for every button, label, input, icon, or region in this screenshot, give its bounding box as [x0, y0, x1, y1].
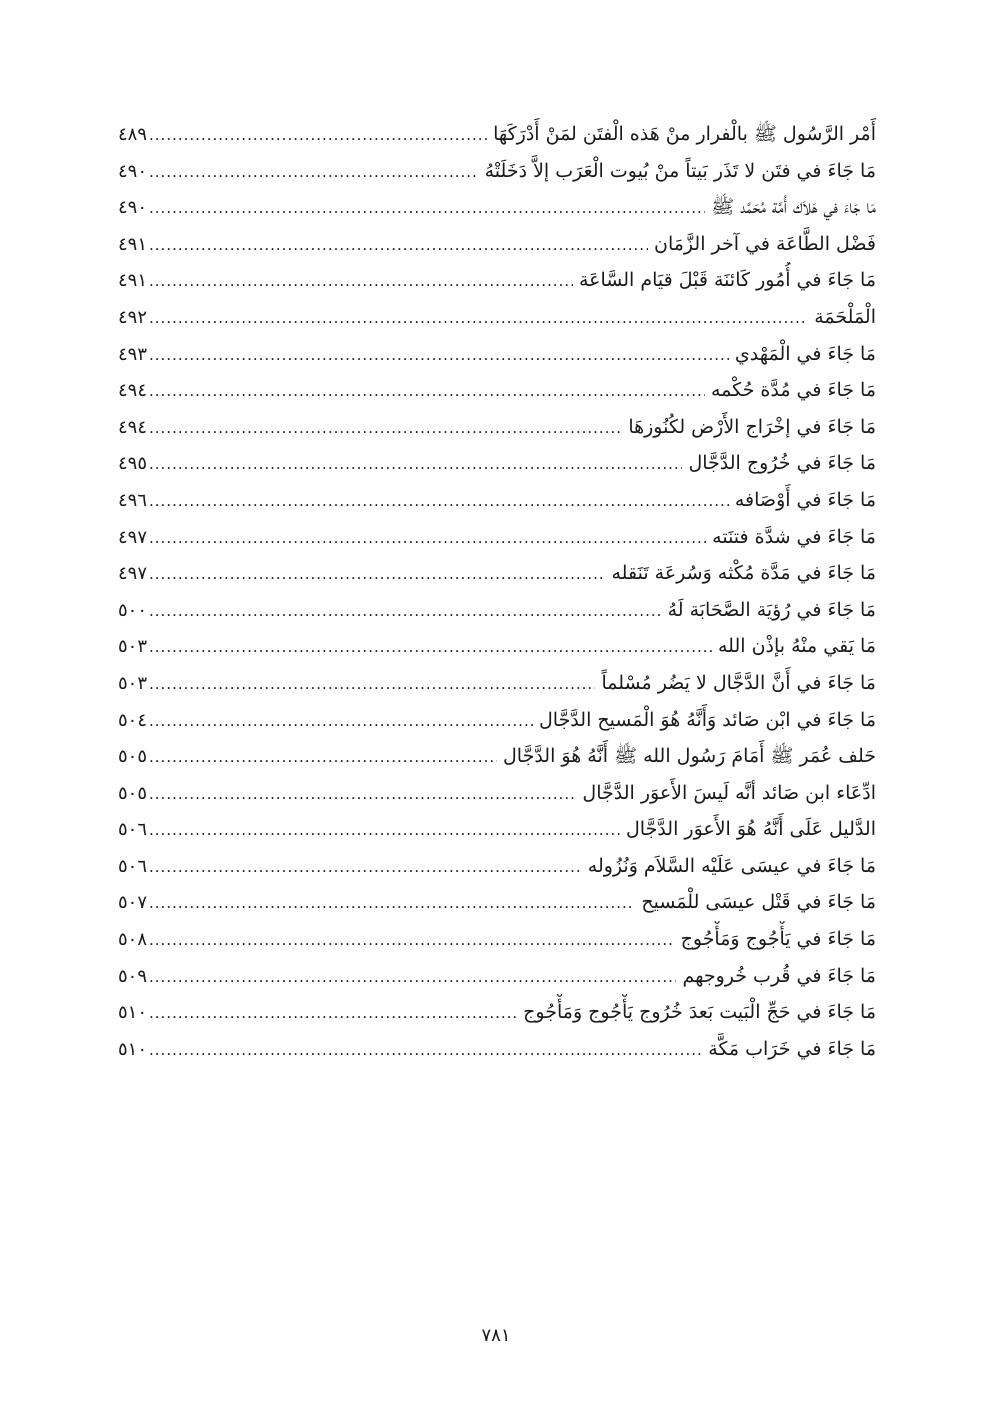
toc-entry [118, 738, 876, 775]
page-number: ٧٨١ [481, 1325, 511, 1346]
toc-entry [118, 189, 876, 226]
toc-entry-page: ٥٠٩ [118, 965, 148, 987]
dot-leader [149, 995, 517, 1031]
toc-entry [118, 848, 876, 885]
toc-entry-title: الْمَلْحَمَة [814, 305, 876, 328]
toc-entry-page: ٤٩٠ [118, 197, 148, 219]
toc-entry-page: ٥٠٧ [118, 892, 148, 914]
toc-entry-page: ٥١٠ [118, 1038, 148, 1060]
toc-entry-page: ٤٩٠ [118, 160, 148, 182]
dot-leader [149, 556, 605, 592]
toc-entry-title: مَا يَقي منْهُ بإذْن الله [718, 635, 876, 658]
dot-leader [149, 410, 622, 446]
toc-entry [118, 299, 876, 336]
toc-entry-title: فَضْل الطَّاعَة في آخر الزَّمَان [654, 232, 876, 255]
dot-leader [149, 154, 479, 190]
toc-entry [118, 628, 876, 665]
toc-entry [118, 262, 876, 299]
toc-entry-page: ٤٩٧ [118, 563, 148, 585]
toc-entry-page: ٤٩٣ [118, 343, 148, 365]
toc-entry-page: ٥١٠ [118, 1002, 148, 1024]
dot-leader [149, 776, 576, 812]
toc-entry-title: مَا جَاءَ في هَلاَك أُمَّة مُحَمَّد ﷺ [711, 196, 876, 219]
toc-entry-title: أَمْر الرَّسُول ﷺ بالْفرار منْ هَذه الْفتَن لمَنْ أَدْرَكَهَا [493, 123, 876, 145]
toc-entry-title: مَا جَاءَ في رُؤيَة الصَّحَابَة لَهُ [667, 598, 876, 621]
dot-leader [149, 1032, 702, 1068]
toc-entry-title: مَا جَاءَ في مُدَّة حُكْمه [710, 379, 876, 402]
dot-leader [149, 593, 662, 629]
toc-entry-title: مَا جَاءَ في حَجِّ الْبَيت بَعدَ خُرُوج يَأْجُوج وَمَأْجُوج [523, 1001, 876, 1024]
toc-entry-page: ٤٩١ [118, 233, 148, 255]
toc-entry [118, 116, 876, 153]
toc-entry-title: مَا جَاءَ في مَدَّة مُكْثه وَسُرعَة تَنَقله [611, 562, 876, 585]
toc-entry-page: ٤٩٧ [118, 526, 148, 548]
toc-entry [118, 153, 876, 190]
toc-entry-page: ٥٠٠ [118, 599, 148, 621]
dot-leader [149, 520, 706, 556]
toc-entry [118, 921, 876, 958]
dot-leader [149, 812, 620, 848]
toc-entry-page: ٤٨٩ [118, 124, 148, 145]
dot-leader [149, 922, 675, 958]
toc-entry [118, 775, 876, 812]
toc-entry-title: مَا جَاءَ في أَنَّ الدَّجَّال لا يَضُر مُسْلماً [601, 671, 876, 694]
dot-leader [149, 227, 648, 263]
dot-leader [149, 629, 712, 665]
toc-entry-title: مَا جَاءَ في إخْرَاج الأَرْض لكُنُوزهَا [628, 415, 876, 438]
toc-entry [118, 994, 876, 1031]
toc-entry-title: مَا جَاءَ في خَرَاب مَكَّة [708, 1037, 876, 1060]
toc-entry-title: مَا جَاءَ في ابْن صَائد وَأَنَّهُ هُوَ الْمَسيح الدَّجَّال [538, 708, 876, 731]
toc-entry-page: ٥٠٣ [118, 636, 148, 658]
toc-entry [118, 555, 876, 592]
toc-entry-title: مَا جَاءَ في عيسَى عَلَيْه السَّلاَم وَنُزُوله [587, 854, 876, 877]
dot-leader [149, 446, 682, 482]
toc-entry-title: مَا جَاءَ في قُرب خُروجهم [682, 964, 876, 987]
toc-entry-title: مَا جَاءَ في خُرُوج الدَّجَّال [688, 452, 876, 475]
dot-leader [149, 959, 676, 995]
toc-entry [118, 811, 876, 848]
toc-entry-title: مَا جَاءَ في يَأْجُوج وَمَأْجُوج [680, 928, 876, 951]
toc-entry-title: الدَّليل عَلَى أَنَّهُ هُوَ الأَعوَر الدَّجَّال [625, 818, 876, 841]
toc-entry [118, 519, 876, 556]
toc-entry-page: ٥٠٤ [118, 709, 148, 731]
dot-leader [149, 885, 635, 921]
toc-entry [118, 226, 876, 263]
toc-entry [118, 336, 876, 373]
toc-entry-page: ٤٩٢ [118, 306, 148, 328]
toc-entry-page: ٤٩٤ [118, 416, 148, 438]
dot-leader [149, 373, 705, 409]
toc-entry-page: ٥٠٦ [118, 855, 148, 877]
dot-leader [149, 337, 729, 373]
toc-entry [118, 702, 876, 739]
toc-entry-title: حَلف عُمَر ﷺ أَمَامَ رَسُول الله ﷺ أَنَّهُ هُوَ الدَّجَّال [502, 745, 876, 768]
table-of-contents [118, 116, 876, 1067]
dot-leader [149, 190, 705, 226]
toc-entry-title: مَا جَاءَ في شدَّة فتنَته [712, 525, 876, 548]
dot-leader [149, 483, 729, 519]
toc-entry-page: ٥٠٥ [118, 746, 148, 768]
dot-leader [149, 117, 487, 153]
toc-entry-page: ٥٠٣ [118, 672, 148, 694]
toc-entry [118, 445, 876, 482]
toc-entry [118, 1031, 876, 1068]
dot-leader [149, 263, 573, 299]
toc-entry [118, 665, 876, 702]
toc-entry-page: ٥٠٦ [118, 819, 148, 841]
toc-entry-title: مَا جَاءَ في أَوْصَافه [734, 488, 876, 511]
toc-entry-page: ٤٩٦ [118, 489, 148, 511]
toc-entry-page: ٤٩٥ [118, 453, 148, 475]
toc-entry [118, 884, 876, 921]
toc-entry [118, 482, 876, 519]
toc-entry-page: ٥٠٨ [118, 929, 148, 951]
toc-entry-title: مَا جَاءَ في فتَن لا تَذَر بَيتاً منْ بُيوت الْعَرَب إلاَّ دَخَلَتْهُ [484, 159, 876, 182]
toc-entry-title: مَا جَاءَ في الْمَهْدي [734, 342, 876, 365]
dot-leader [149, 739, 497, 775]
dot-leader [149, 300, 808, 336]
toc-entry [118, 372, 876, 409]
dot-leader [149, 703, 533, 739]
dot-leader [149, 666, 595, 702]
toc-entry [118, 409, 876, 446]
toc-entry-title: مَا جَاءَ في قَتْل عيسَى للْمَسيح [641, 891, 876, 914]
toc-entry-title: مَا جَاءَ في أُمُور كَائنَة قَبْلَ قيَام السَّاعَة [578, 269, 876, 292]
toc-entry-page: ٥٠٥ [118, 782, 148, 804]
toc-entry-page: ٤٩١ [118, 270, 148, 292]
toc-entry-page: ٤٩٤ [118, 380, 148, 402]
dot-leader [149, 849, 582, 885]
toc-entry [118, 958, 876, 995]
toc-entry-title: ادِّعَاء ابن صَائد أنَّه لَيسَ الأَعوَر الدَّجَّال [582, 781, 876, 804]
toc-entry [118, 592, 876, 629]
